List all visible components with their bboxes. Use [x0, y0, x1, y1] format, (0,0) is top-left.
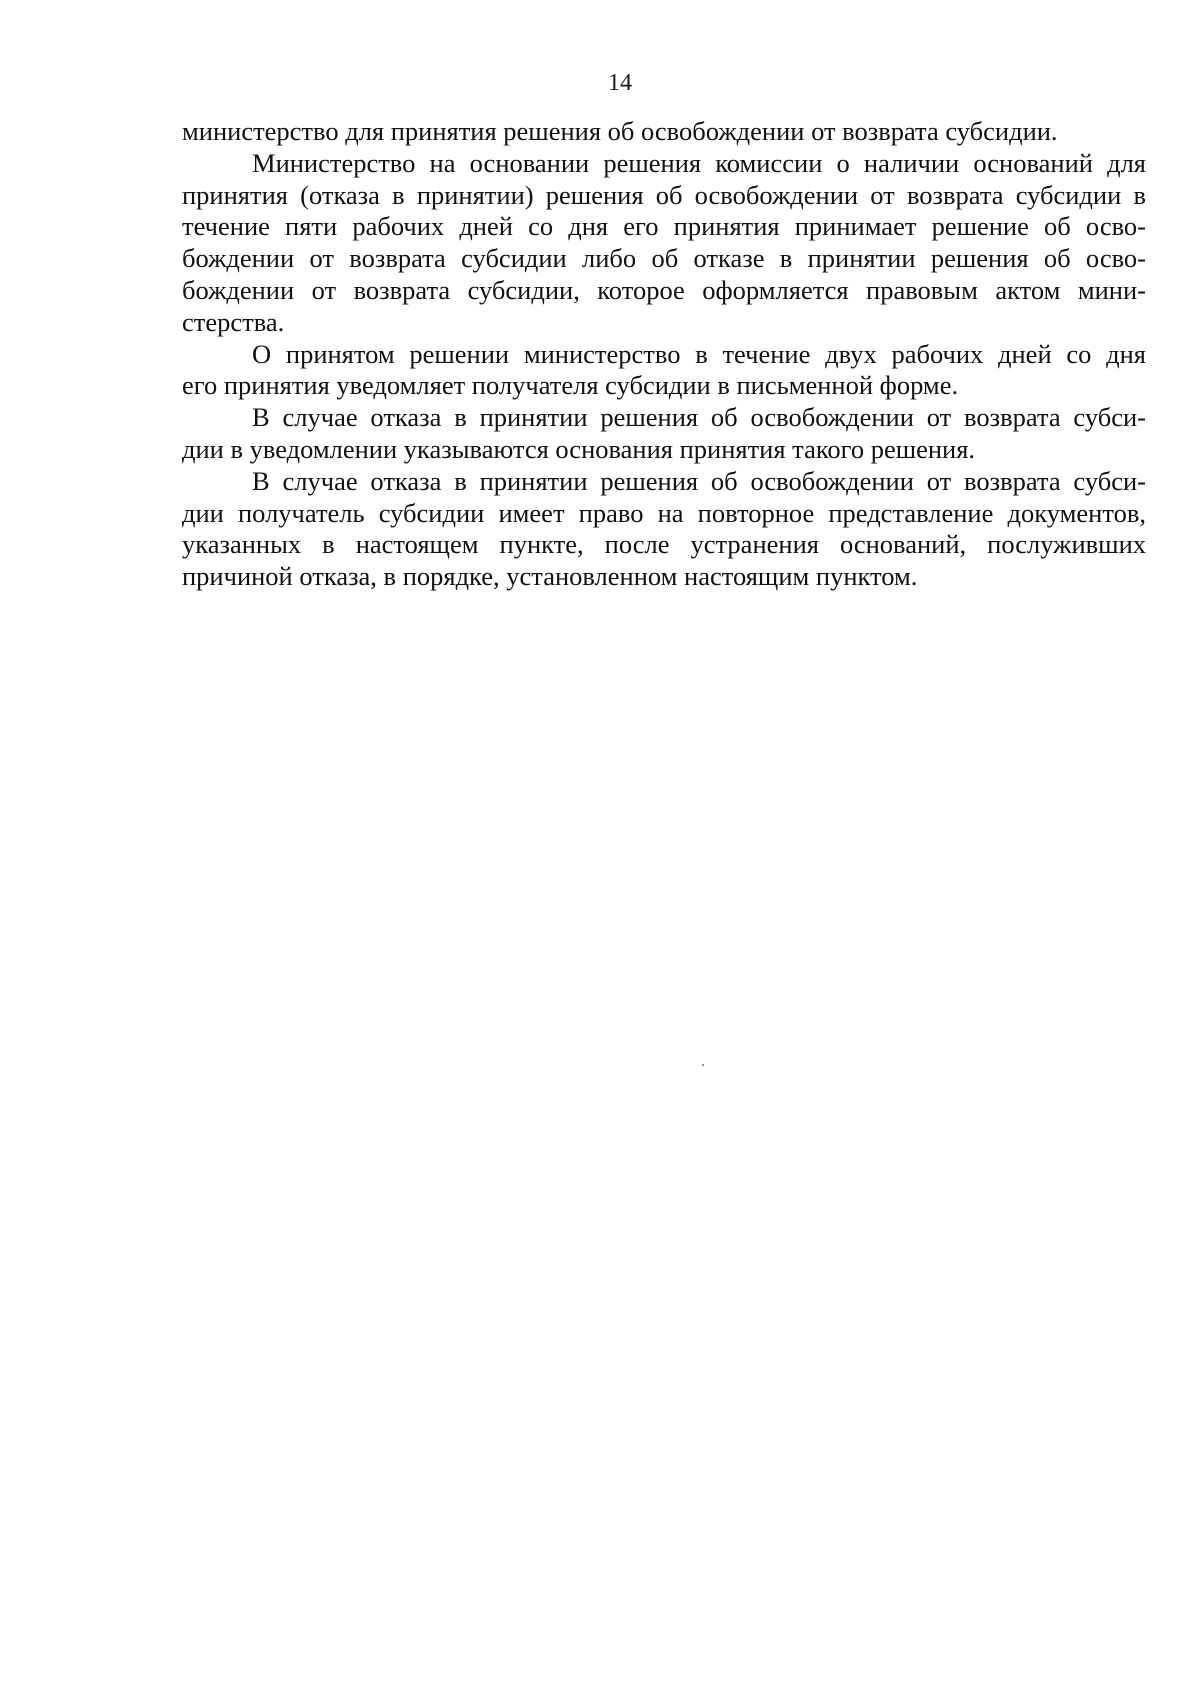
text-line: принятия (отказа в принятии) решения об освобождении от возврата субсидии в	[182, 179, 1146, 210]
text-line: В случае отказа в принятии решения об освобождении от возврата субси-	[252, 465, 1146, 496]
text-line: его принятия уведомляет получателя субсидии в письменной форме.	[182, 370, 959, 401]
body-text	[182, 116, 1146, 593]
text-line: стерства.	[182, 306, 285, 337]
text-line: течение пяти рабочих дней со дня его принятия принимает решение об осво-	[182, 211, 1146, 242]
text-line: бождении от возврата субсидии либо об отказе в принятии решения об осво-	[182, 243, 1146, 274]
text-line: причиной отказа, в порядке, установленном настоящим пунктом.	[182, 561, 918, 592]
text-line: дии получатель субсидии имеет право на повторное представление документов,	[182, 497, 1146, 528]
page-number: 14	[608, 70, 632, 96]
text-line: Министерство на основании решения комиссии о наличии оснований для	[252, 147, 1146, 178]
text-line: О принятом решении министерство в течение двух рабочих дней со дня	[252, 338, 1146, 369]
text-line: министерство для принятия решения об освобождении от возврата субсидии.	[182, 116, 1058, 146]
scan-speck	[702, 1064, 704, 1066]
text-line: дии в уведомлении указываются основания принятия такого решения.	[182, 433, 976, 464]
text-line: бождении от возврата субсидии, которое оформляется правовым актом мини-	[182, 274, 1146, 305]
text-line: В случае отказа в принятии решения об освобождении от возврата субси-	[252, 402, 1146, 433]
text-line: указанных в настоящем пункте, после устранения оснований, послуживших	[182, 529, 1146, 560]
